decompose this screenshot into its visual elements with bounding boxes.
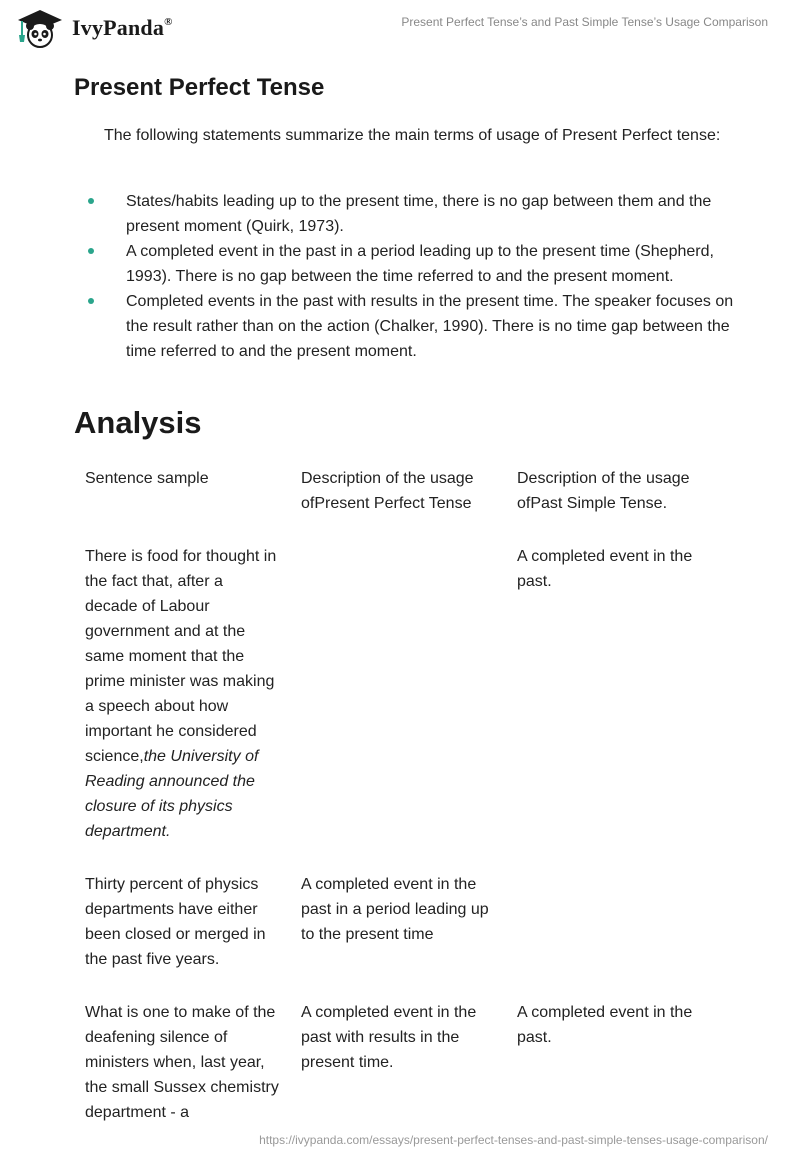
table-header-row	[74, 455, 724, 533]
bullet-icon	[88, 248, 94, 254]
past-simple-cell: A completed event in the past.	[517, 548, 693, 590]
list-item: A completed event in the past in a period leading up to the present time (Shepherd, 1993). There is no gap between the time referred to and the present moment.	[74, 239, 734, 289]
sentence-cell: What is one to make of the deafening silence of ministers when, last year, the small Sussex chemistry department - a	[85, 1004, 279, 1121]
sentence-cell: Thirty percent of physics departments have either been closed or merged in the past five years.	[85, 876, 266, 968]
past-simple-cell	[506, 861, 724, 989]
present-perfect-cell: A completed event in the past in a period leading up to the present time	[301, 876, 489, 943]
document-title: Present Perfect Tense’s and Past Simple Tense’s Usage Comparison	[401, 15, 768, 29]
brand-name: IvyPanda®	[72, 15, 173, 40]
list-item: Completed events in the past with results in the present time. The speaker focuses on the result rather than on the action (Chalker, 1990). There is no time gap between the time referred to and the present moment.	[74, 289, 734, 364]
usage-comparison-table	[74, 455, 724, 1142]
present-perfect-cell	[290, 533, 506, 861]
column-header-past-simple: Description of the usage ofPast Simple Tense.	[517, 470, 690, 512]
table-row	[74, 533, 724, 861]
present-perfect-cell: A completed event in the past with results in the present time.	[301, 1004, 477, 1071]
column-header-sentence: Sentence sample	[85, 470, 209, 487]
column-header-present-perfect: Description of the usage ofPresent Perfect Tense	[301, 470, 474, 512]
table-row	[74, 861, 724, 989]
table-row	[74, 989, 724, 1142]
usage-bullet-list	[74, 189, 734, 364]
intro-paragraph: The following statements summarize the main terms of usage of Present Perfect tense:	[104, 127, 721, 144]
bullet-icon	[88, 198, 94, 204]
analysis-heading: Analysis	[74, 405, 202, 440]
bullet-icon	[88, 298, 94, 304]
brand-logo[interactable]	[14, 8, 173, 48]
panda-logo-icon	[14, 8, 66, 48]
past-simple-cell: A completed event in the past.	[517, 1004, 693, 1046]
sentence-cell: There is food for thought in the fact that, after a decade of Labour government and at the same moment that the prime minister was making a speech about how important he considered science,the University of Reading announced the closure of its physics department.	[85, 548, 277, 840]
source-url[interactable]: https://ivypanda.com/essays/present-perfect-tenses-and-past-simple-tenses-usage-comparison/	[259, 1133, 768, 1147]
list-item: States/habits leading up to the present time, there is no gap between them and the present moment (Quirk, 1973).	[74, 189, 734, 239]
section-heading: Present Perfect Tense	[74, 74, 325, 101]
